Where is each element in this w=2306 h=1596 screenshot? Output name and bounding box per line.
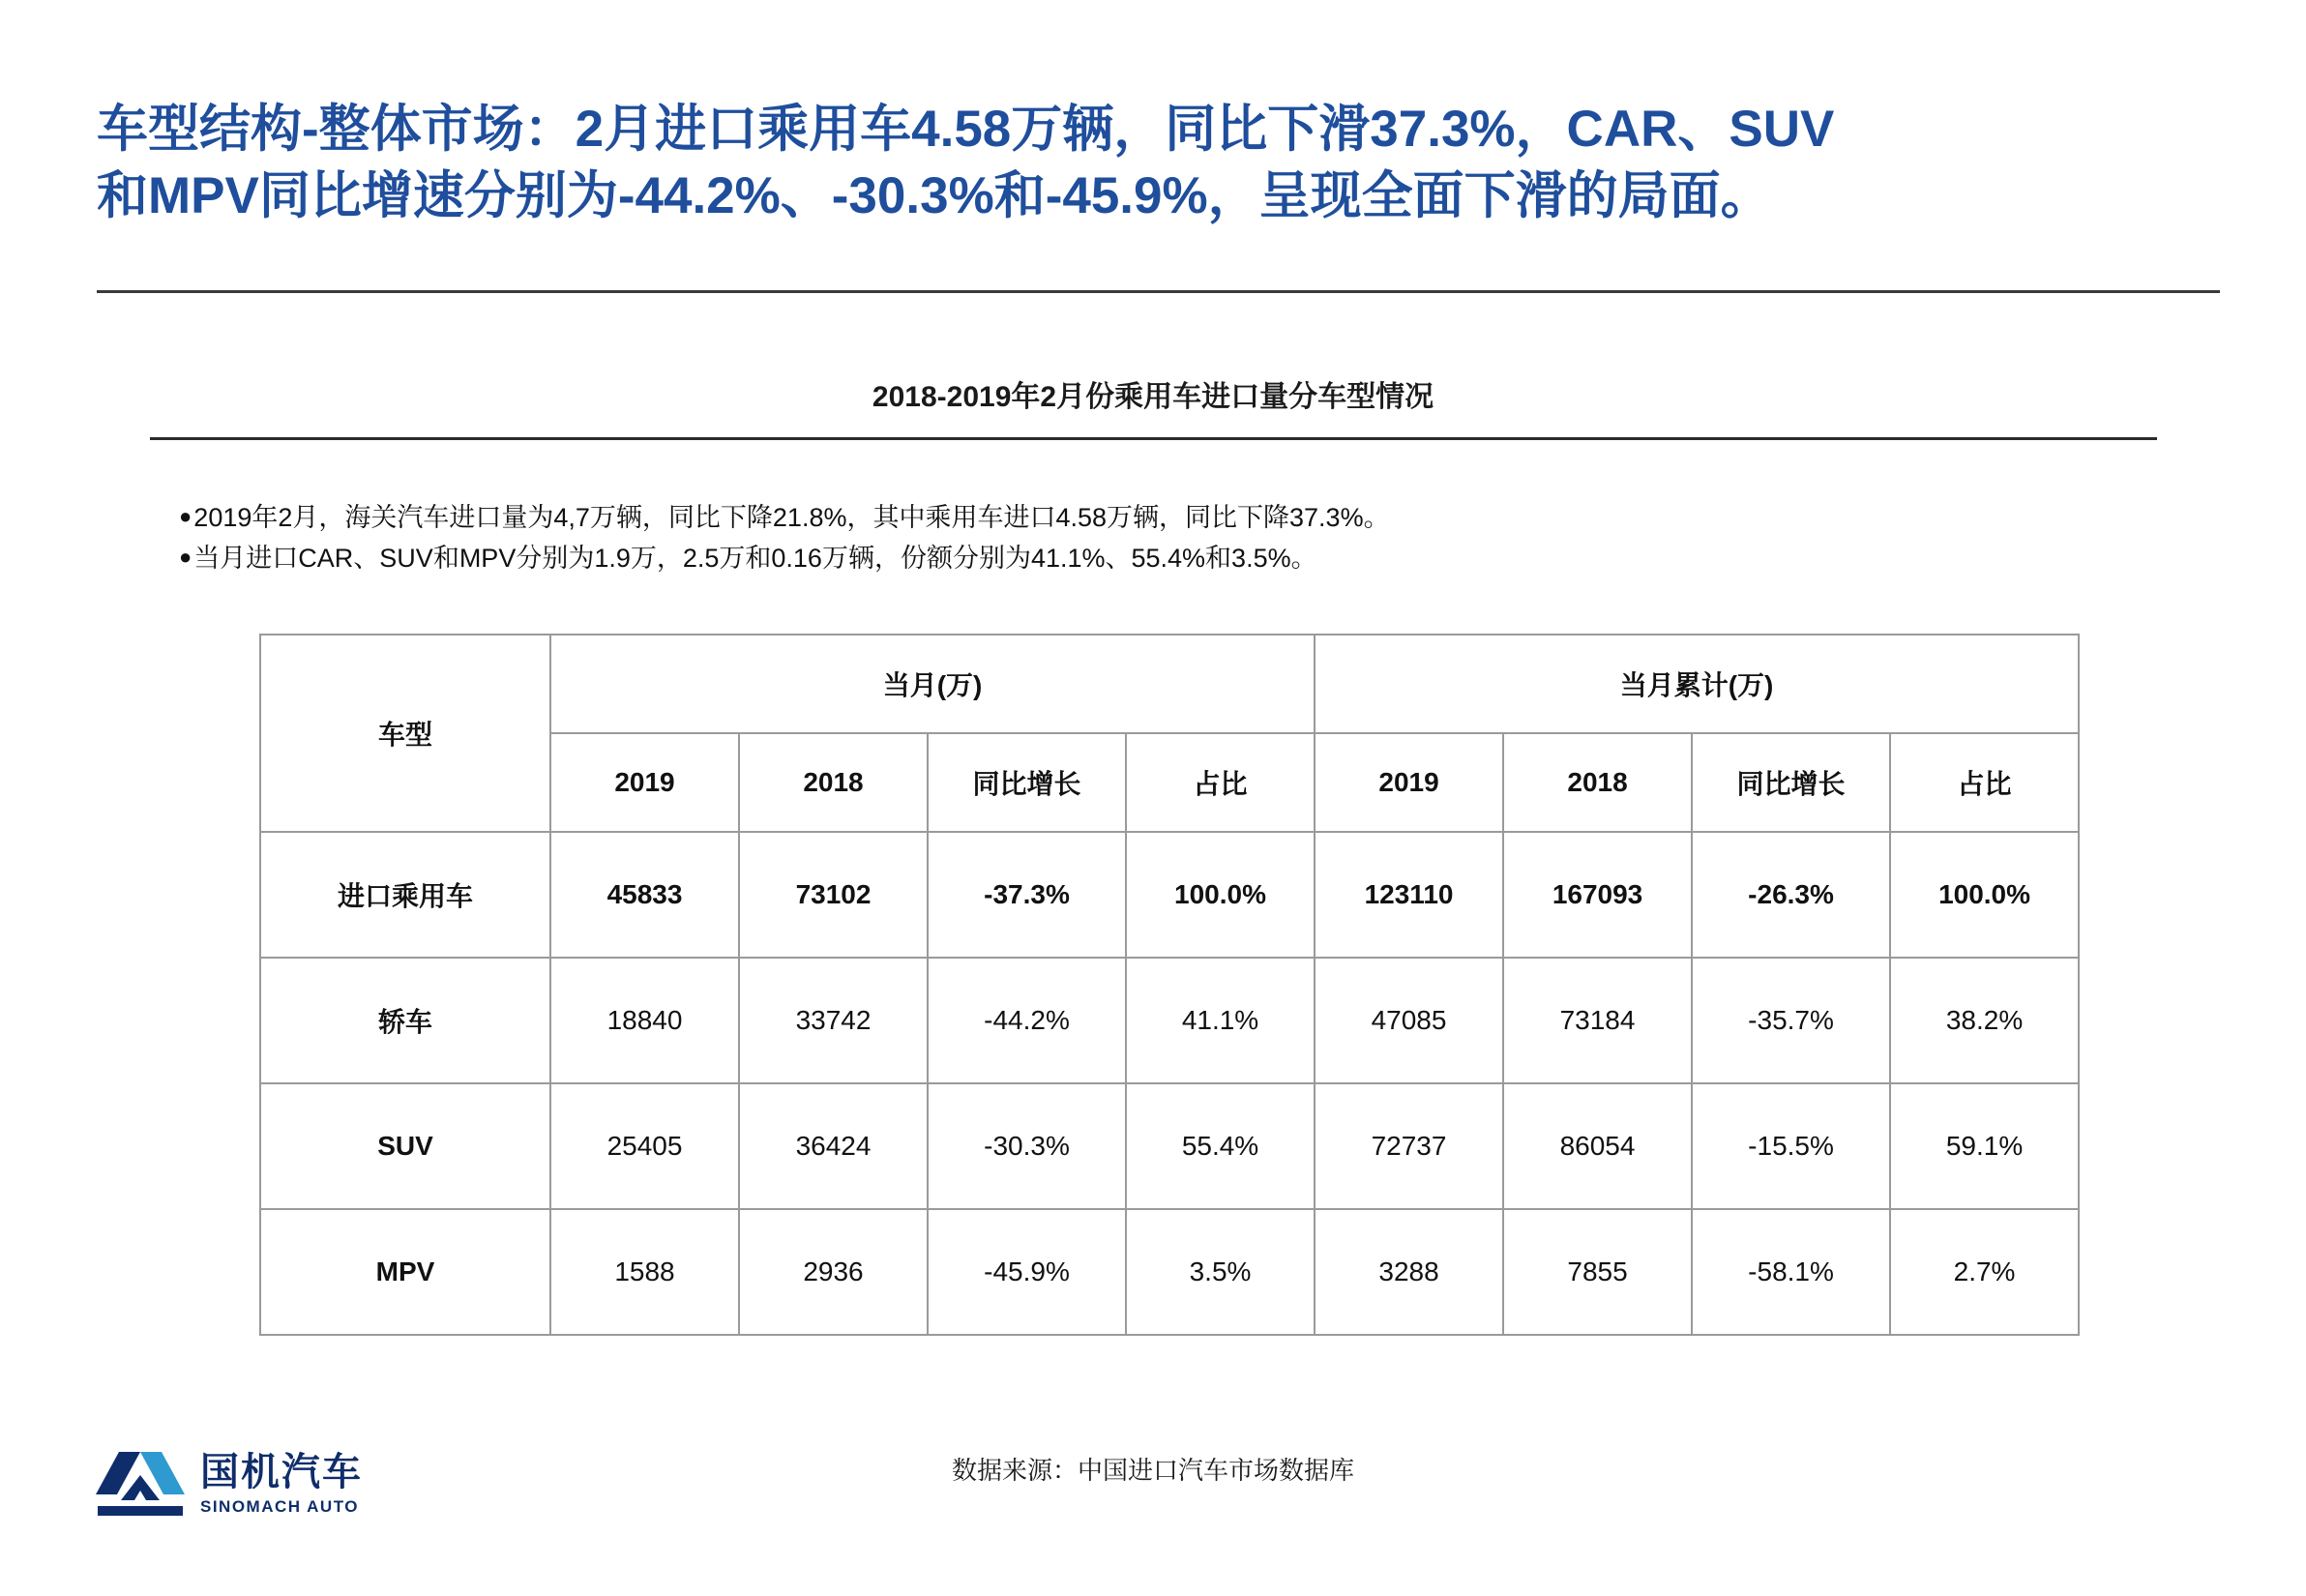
cell-cum-2019: 47085 [1315, 958, 1503, 1083]
page-title [97, 97, 2215, 230]
bullet-list [179, 498, 2162, 579]
cell-cum-yoy: -15.5% [1692, 1083, 1890, 1209]
cell-cum-share: 59.1% [1890, 1083, 2079, 1209]
row-label: 进口乘用车 [260, 832, 550, 958]
cell-cum-2018: 73184 [1503, 958, 1692, 1083]
bullet-dot-icon: ● [179, 504, 192, 528]
title-line-1: 车型结构-整体市场：2月进口乘用车4.58万辆，同比下滑37.3%，CAR、SUV [97, 101, 1835, 158]
cell-cum-2019: 72737 [1315, 1083, 1503, 1209]
logo-wordmark [200, 1451, 363, 1517]
cell-month-yoy: -37.3% [928, 832, 1126, 958]
bullet-text: 2019年2月，海关汽车进口量为4,7万辆，同比下降21.8%，其中乘用车进口4.58万辆，同比下降37.3%。 [193, 503, 1390, 532]
row-label: SUV [260, 1083, 550, 1209]
cell-cum-2018: 7855 [1503, 1209, 1692, 1335]
row-label: 轿车 [260, 958, 550, 1083]
cell-month-share: 100.0% [1126, 832, 1315, 958]
table-header-cum-share: 占比 [1890, 733, 2079, 832]
cell-cum-yoy: -58.1% [1692, 1209, 1890, 1335]
logo-text-cn: 国机汽车 [200, 1451, 363, 1493]
cell-month-2018: 33742 [739, 958, 928, 1083]
table-row [260, 832, 2079, 958]
table-header-cumulative-group: 当月累计(万) [1315, 635, 2079, 733]
cell-cum-2018: 86054 [1503, 1083, 1692, 1209]
table-header-cum-2018: 2018 [1503, 733, 1692, 832]
cell-month-2018: 2936 [739, 1209, 928, 1335]
cell-month-yoy: -30.3% [928, 1083, 1126, 1209]
cell-month-2018: 73102 [739, 832, 928, 958]
list-item [179, 539, 2162, 579]
table-header-month-share: 占比 [1126, 733, 1315, 832]
cell-cum-share: 38.2% [1890, 958, 2079, 1083]
table-header-model: 车型 [260, 635, 550, 832]
table-row [260, 958, 2079, 1083]
table-header-cum-yoy: 同比增长 [1692, 733, 1890, 832]
cell-cum-share: 100.0% [1890, 832, 2079, 958]
data-source-note: 数据来源：中国进口汽车市场数据库 [951, 1456, 1354, 1485]
vehicle-import-table [259, 634, 2080, 1336]
list-item [179, 498, 2162, 539]
table-header-cum-2019: 2019 [1315, 733, 1503, 832]
cell-month-2019: 45833 [550, 832, 739, 958]
chart-subtitle: 2018-2019年2月份乘用车进口量分车型情况 [872, 381, 1434, 413]
table-header-month-2019: 2019 [550, 733, 739, 832]
sinomach-logo-icon [92, 1446, 187, 1522]
cell-cum-share: 2.7% [1890, 1209, 2079, 1335]
cell-month-share: 55.4% [1126, 1083, 1315, 1209]
cell-month-2018: 36424 [739, 1083, 928, 1209]
cell-cum-2019: 3288 [1315, 1209, 1503, 1335]
cell-cum-yoy: -26.3% [1692, 832, 1890, 958]
logo-text-en: SINOMACH AUTO [200, 1497, 359, 1516]
bullet-text: 当月进口CAR、SUV和MPV分别为1.9万，2.5万和0.16万辆，份额分别为41.1%、55.4%和3.5%。 [193, 543, 1317, 573]
cell-month-share: 41.1% [1126, 958, 1315, 1083]
row-label: MPV [260, 1209, 550, 1335]
table-row [260, 1209, 2079, 1335]
cell-month-2019: 25405 [550, 1083, 739, 1209]
title-line-2: 和MPV同比增速分别为-44.2%、-30.3%和-45.9%，呈现全面下滑的局面。 [97, 166, 1772, 224]
subtitle-divider [150, 437, 2157, 440]
cell-month-yoy: -45.9% [928, 1209, 1126, 1335]
table-row [260, 1083, 2079, 1209]
cell-month-2019: 1588 [550, 1209, 739, 1335]
table-header-row-groups [260, 635, 2079, 733]
table-header-month-2018: 2018 [739, 733, 928, 832]
table-header-month-yoy: 同比增长 [928, 733, 1126, 832]
company-logo [92, 1446, 363, 1522]
title-divider [97, 290, 2220, 293]
cell-month-share: 3.5% [1126, 1209, 1315, 1335]
cell-cum-2019: 123110 [1315, 832, 1503, 958]
cell-month-yoy: -44.2% [928, 958, 1126, 1083]
bullet-dot-icon: ● [179, 544, 192, 569]
data-table-container [259, 634, 2058, 1336]
cell-cum-yoy: -35.7% [1692, 958, 1890, 1083]
table-header-month-group: 当月(万) [550, 635, 1315, 733]
cell-month-2019: 18840 [550, 958, 739, 1083]
cell-cum-2018: 167093 [1503, 832, 1692, 958]
